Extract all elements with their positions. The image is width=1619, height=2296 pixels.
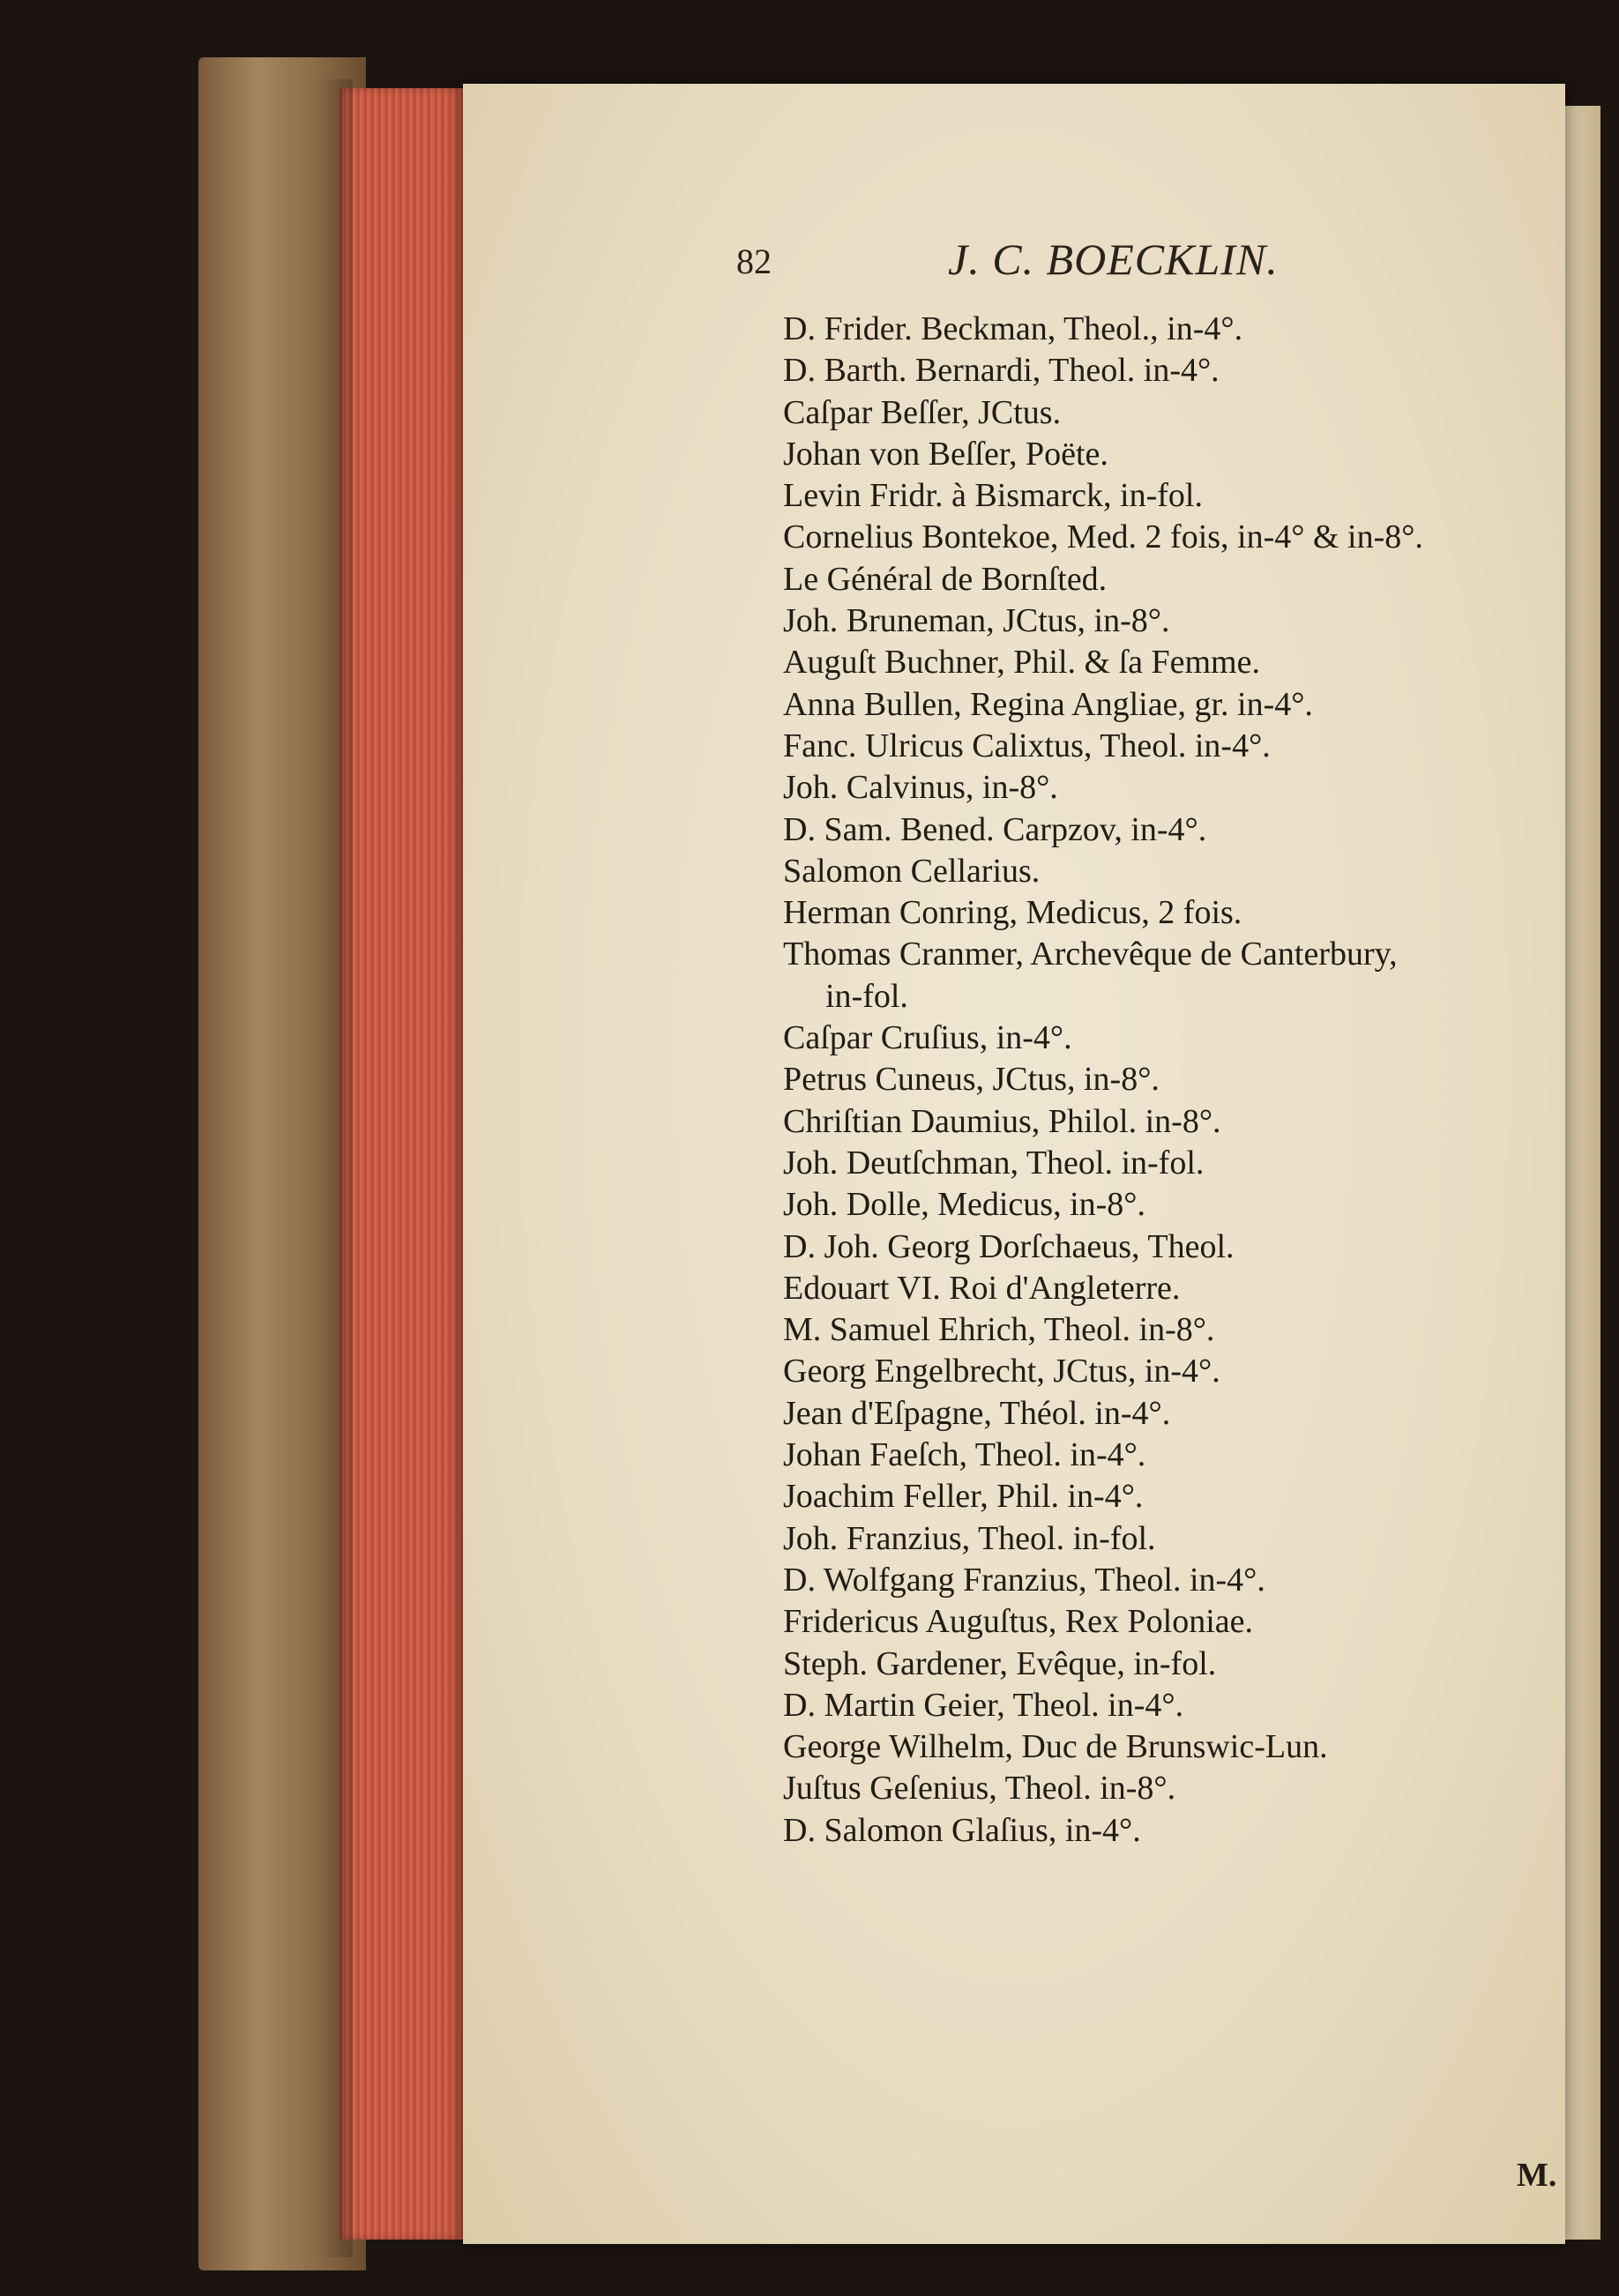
list-item: Johan Faeſch, Theol. in-4°. [783, 1436, 1146, 1474]
list-item: Georg Engelbrecht, JCtus, in-4°. [783, 1353, 1220, 1390]
list-item: D. Sam. Bened. Carpzov, in-4°. [783, 810, 1207, 848]
portrait-list [783, 309, 1559, 1852]
list-item: Cornelius Bontekoe, Med. 2 fois, in-4° & in-8°. [783, 518, 1423, 556]
list-item: Joh. Franzius, Theol. in-fol. [783, 1519, 1156, 1557]
list-item: Johan von Beſſer, Poëte. [783, 435, 1108, 473]
list-item: Petrus Cuneus, JCtus, in-8°. [783, 1061, 1160, 1099]
red-page-edges [339, 88, 466, 2240]
list-item: Joh. Calvinus, in-8°. [783, 769, 1058, 807]
list-item: Jean d'Eſpagne, Théol. in-4°. [783, 1394, 1171, 1432]
list-item: Caſpar Cruſius, in-4°. [783, 1019, 1072, 1057]
list-item: D. Joh. Georg Dorſchaeus, Theol. [783, 1227, 1235, 1265]
list-item: Auguſt Buchner, Phil. & ſa Femme. [783, 644, 1260, 682]
list-item: Fridericus Auguſtus, Rex Poloniae. [783, 1603, 1254, 1641]
page-number: 82 [736, 242, 772, 281]
list-item: Le Général de Bornſted. [783, 560, 1108, 598]
list-item: M. Samuel Ehrich, Theol. in-8°. [783, 1311, 1215, 1349]
facing-page-edge [1565, 106, 1600, 2240]
list-item: D. Frider. Beckman, Theol., in-4°. [783, 310, 1243, 347]
list-item: Levin Fridr. à Bismarck, in-fol. [783, 477, 1203, 515]
list-item: Joachim Feller, Phil. in-4°. [783, 1478, 1144, 1516]
list-item: Joh. Dolle, Medicus, in-8°. [783, 1186, 1145, 1224]
list-item: D. Martin Geier, Theol. in-4°. [783, 1686, 1184, 1724]
list-item-continuation: in-fol. [825, 977, 908, 1015]
running-head: J. C. BOECKLIN. [948, 235, 1279, 284]
list-item: Herman Conring, Medicus, 2 fois. [783, 894, 1242, 932]
spine-shadow [317, 79, 353, 2257]
list-item: Thomas Cranmer, Archevêque de Canterbury, [783, 936, 1398, 973]
list-item: Steph. Gardener, Evêque, in-fol. [783, 1644, 1217, 1682]
page-header [736, 234, 1354, 295]
list-item: Caſpar Beſſer, JCtus. [783, 393, 1062, 431]
list-item: George Wilhelm, Duc de Brunswic-Lun. [783, 1728, 1328, 1766]
list-item: Joh. Bruneman, JCtus, in-8°. [783, 602, 1170, 640]
list-item: Anna Bullen, Regina Angliae, gr. in-4°. [783, 685, 1313, 723]
list-item: Fanc. Ulricus Calixtus, Theol. in-4°. [783, 727, 1271, 764]
list-item: D. Barth. Bernardi, Theol. in-4°. [783, 352, 1220, 390]
list-item: Joh. Deutſchman, Theol. in-fol. [783, 1144, 1205, 1182]
list-item: Edouart VI. Roi d'Angleterre. [783, 1269, 1181, 1307]
list-item: Chriſtian Daumius, Philol. in-8°. [783, 1102, 1221, 1140]
list-item: D. Wolfgang Franzius, Theol. in-4°. [783, 1561, 1265, 1599]
list-item: Juſtus Geſenius, Theol. in-8°. [783, 1770, 1176, 1808]
catchword: M. [1517, 2157, 1557, 2194]
list-item: Salomon Cellarius. [783, 852, 1041, 890]
list-item: D. Salomon Glaſius, in-4°. [783, 1811, 1141, 1849]
